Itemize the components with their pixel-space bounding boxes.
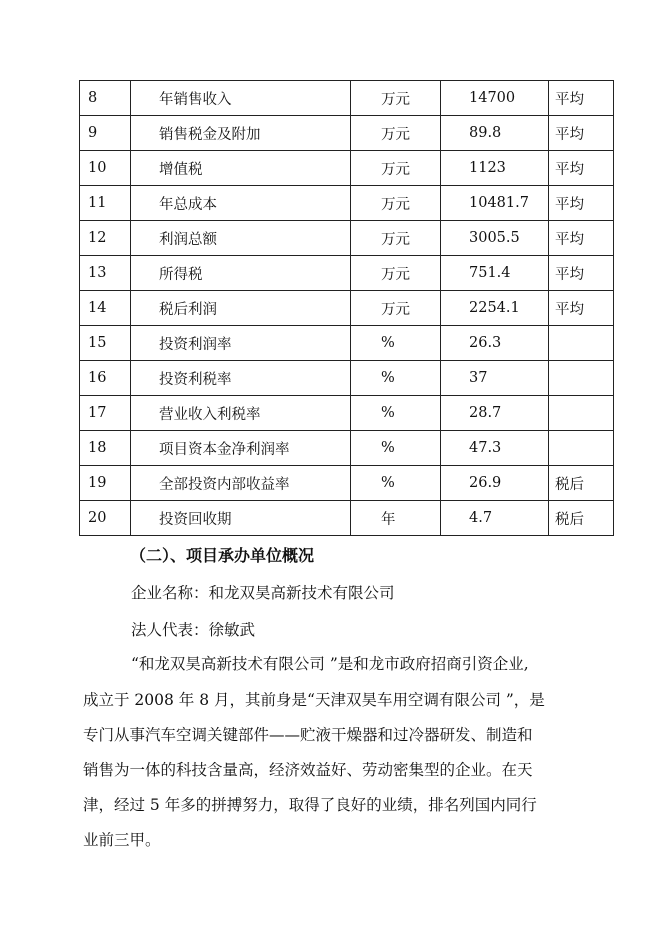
row-number-cell: 14 (80, 291, 131, 326)
row-number-cell: 12 (80, 221, 131, 256)
table-row (80, 256, 614, 291)
value-cell: 26.3 (441, 326, 549, 361)
value-cell: 28.7 (441, 396, 549, 431)
unit-cell: 万元 (351, 151, 441, 186)
unit-cell: % (351, 431, 441, 466)
value-cell: 14700 (441, 81, 549, 116)
table-body (80, 81, 614, 536)
value-cell: 26.9 (441, 466, 549, 501)
unit-cell: 万元 (351, 221, 441, 256)
note-cell (549, 431, 614, 466)
unit-cell: % (351, 361, 441, 396)
unit-cell: 万元 (351, 291, 441, 326)
row-number-cell: 17 (80, 396, 131, 431)
company-name-line: 企业名称：和龙双昊高新技术有限公司 (131, 584, 395, 602)
unit-cell: 年 (351, 501, 441, 536)
unit-cell: 万元 (351, 116, 441, 151)
note-cell (549, 396, 614, 431)
row-number-cell: 11 (80, 186, 131, 221)
item-name-cell: 年销售收入 (131, 81, 351, 116)
indicator-table (79, 80, 614, 536)
table-row (80, 291, 614, 326)
value-cell: 4.7 (441, 501, 549, 536)
item-name-cell: 年总成本 (131, 186, 351, 221)
item-name-cell: 投资利润率 (131, 326, 351, 361)
paragraph-line: 成立于 2008 年 8 月，其前身是“天津双昊车用空调有限公司 ”，是 (83, 691, 545, 709)
row-number-cell: 13 (80, 256, 131, 291)
unit-cell: 万元 (351, 81, 441, 116)
unit-cell: % (351, 326, 441, 361)
note-cell: 平均 (549, 291, 614, 326)
table-row (80, 116, 614, 151)
table-row (80, 466, 614, 501)
paragraph-line: 津，经过 5 年多的拼搏努力，取得了良好的业绩，排名列国内同行 (83, 796, 537, 814)
value-cell: 1123 (441, 151, 549, 186)
value-cell: 3005.5 (441, 221, 549, 256)
item-name-cell: 增值税 (131, 151, 351, 186)
row-number-cell: 15 (80, 326, 131, 361)
item-name-cell: 全部投资内部收益率 (131, 466, 351, 501)
unit-cell: 万元 (351, 256, 441, 291)
table-row (80, 221, 614, 256)
row-number-cell: 9 (80, 116, 131, 151)
paragraph-line: 销售为一体的科技含量高，经济效益好、劳动密集型的企业。在天 (83, 761, 533, 779)
legal-rep-line: 法人代表：徐敏武 (131, 621, 256, 639)
unit-cell: % (351, 396, 441, 431)
note-cell (549, 326, 614, 361)
row-number-cell: 18 (80, 431, 131, 466)
item-name-cell: 营业收入利税率 (131, 396, 351, 431)
item-name-cell: 项目资本金净利润率 (131, 431, 351, 466)
paragraph-line: 专门从事汽车空调关键部件——贮液干燥器和过冷器研发、制造和 (83, 726, 533, 744)
unit-cell: 万元 (351, 186, 441, 221)
note-cell: 平均 (549, 221, 614, 256)
unit-cell: % (351, 466, 441, 501)
item-name-cell: 利润总额 (131, 221, 351, 256)
row-number-cell: 8 (80, 81, 131, 116)
item-name-cell: 销售税金及附加 (131, 116, 351, 151)
row-number-cell: 19 (80, 466, 131, 501)
value-cell: 751.4 (441, 256, 549, 291)
row-number-cell: 20 (80, 501, 131, 536)
item-name-cell: 税后利润 (131, 291, 351, 326)
note-cell: 平均 (549, 151, 614, 186)
note-cell: 平均 (549, 186, 614, 221)
value-cell: 2254.1 (441, 291, 549, 326)
note-cell: 税后 (549, 501, 614, 536)
row-number-cell: 16 (80, 361, 131, 396)
value-cell: 10481.7 (441, 186, 549, 221)
section-heading: （二）、项目承办单位概况 (130, 546, 315, 565)
paragraph-line: “和龙双昊高新技术有限公司 ”是和龙市政府招商引资企业, (131, 655, 529, 673)
table-row (80, 326, 614, 361)
value-cell: 89.8 (441, 116, 549, 151)
item-name-cell: 投资回收期 (131, 501, 351, 536)
table-row (80, 396, 614, 431)
value-cell: 37 (441, 361, 549, 396)
note-cell: 平均 (549, 81, 614, 116)
table-row (80, 151, 614, 186)
value-cell: 47.3 (441, 431, 549, 466)
table-row (80, 186, 614, 221)
item-name-cell: 投资利税率 (131, 361, 351, 396)
paragraph-line: 业前三甲。 (83, 831, 161, 849)
note-cell: 平均 (549, 256, 614, 291)
table-row (80, 81, 614, 116)
table-row (80, 361, 614, 396)
row-number-cell: 10 (80, 151, 131, 186)
table-row (80, 501, 614, 536)
item-name-cell: 所得税 (131, 256, 351, 291)
note-cell (549, 361, 614, 396)
note-cell: 税后 (549, 466, 614, 501)
note-cell: 平均 (549, 116, 614, 151)
table-row (80, 431, 614, 466)
